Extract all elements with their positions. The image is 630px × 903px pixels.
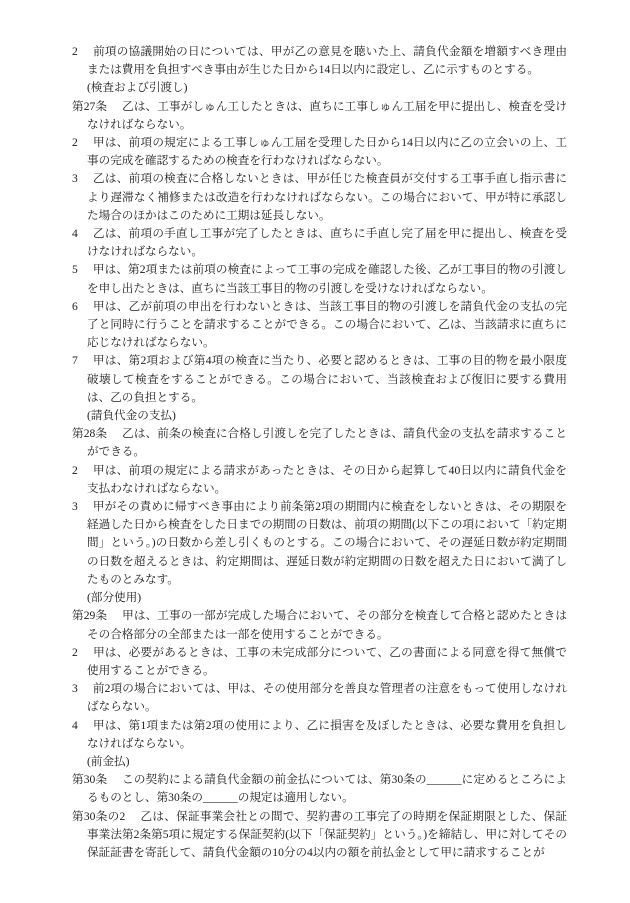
clause-heading: [72, 407, 567, 425]
paragraph-number: 5: [72, 263, 78, 277]
numbered-item-paragraph: [72, 43, 567, 79]
paragraph-number: 3: [72, 172, 78, 186]
paragraph-text: 甲は、工事の一部が完成した場合において、その部分を検査して合格と認めたときはその合格部分の全部または一部を使用することができる。: [87, 609, 567, 641]
paragraph-number: 第29条: [72, 609, 108, 623]
clause-heading: [72, 589, 567, 607]
paragraph-number: 2: [72, 136, 78, 150]
paragraph-text: 乙は、保証事業会社との間で、契約書の工事完了の時期を保証期限とした、保証事業法第2条第5項に規定する保証契約(以下「保証契約」という。)を締結し、甲に対してその保証証書を寄託して、請負代金額の10分の4以内の額を前払金として甲に請求することが: [87, 809, 567, 859]
clause-heading-text: (検査および引渡し): [87, 81, 188, 95]
paragraph-number: 第28条: [72, 427, 108, 441]
numbered-item-paragraph: [72, 644, 567, 680]
numbered-item-paragraph: [72, 352, 567, 407]
article-paragraph: [72, 771, 567, 807]
paragraph-text: この契約による請負代金額の前金払については、第30条の______に定めるところによるものとし、第30条の______の規定は適用しない。: [87, 773, 567, 805]
paragraph-text: 乙は、前項の検査に合格しないときは、甲が任じた検査員が交付する工事手直し指示書により遅滞なく補修または改造を行わなければならない。この場合において、甲が特に承認した場合のほかはこのために工期は延長しない。: [87, 172, 567, 222]
paragraph-number: 第30条の2: [72, 809, 126, 823]
numbered-item-paragraph: [72, 170, 567, 225]
article-paragraph: [72, 607, 567, 643]
paragraph-text: 乙は、前条の検査に合格し引渡しを完了したときは、請負代金の支払を請求することができる。: [87, 427, 567, 459]
clause-heading: [72, 753, 567, 771]
clause-heading-text: (部分使用): [87, 591, 142, 605]
clause-heading: [72, 79, 567, 97]
paragraph-text: 甲は、必要があるときは、工事の未完成部分について、乙の書面による同意を得て無償で使用することができる。: [87, 645, 567, 677]
numbered-item-paragraph: [72, 462, 567, 498]
paragraph-number: 第30条: [72, 773, 108, 787]
clause-heading-text: (前金払): [87, 754, 130, 768]
paragraph-number: 2: [72, 45, 78, 58]
paragraph-text: 乙は、工事がしゅん工したときは、直ちに工事しゅん工届を甲に提出し、検査を受けなければならない。: [87, 99, 567, 131]
numbered-item-paragraph: [72, 261, 567, 297]
numbered-item-paragraph: [72, 225, 567, 261]
paragraph-number: 7: [72, 354, 78, 368]
paragraph-number: 2: [72, 463, 78, 477]
paragraph-text: 前項の協議開始の日については、甲が乙の意見を聴いた上、請負代金額を増額すべき理由または費用を負担すべき事由が生じた日から14日以内に設定し、乙に示すものとする。: [87, 45, 567, 77]
clause-heading-text: (請負代金の支払): [87, 409, 176, 423]
paragraph-text: 乙は、前項の手直し工事が完了したときは、直ちに手直し完了届を甲に提出し、検査を受けなければならない。: [87, 227, 567, 259]
numbered-item-paragraph: [72, 717, 567, 753]
paragraph-number: 3: [72, 682, 78, 696]
numbered-item-paragraph: [72, 298, 567, 353]
paragraph-text: 甲は、前項の規定による工事しゅん工届を受理した日から14日以内に乙の立会いの上、工事の完成を確認するための検査を行わなければならない。: [87, 136, 567, 168]
paragraph-text: 甲は、第2項および第4項の検査に当たり、必要と認めるときは、工事の目的物を最小限度破壊して検査をすることができる。この場合において、当該検査および復旧に要する費用は、乙の負担とする。: [87, 354, 567, 404]
numbered-item-paragraph: [72, 134, 567, 170]
article-paragraph: [72, 98, 567, 134]
paragraph-number: 3: [72, 500, 78, 514]
paragraph-number: 第27条: [72, 99, 108, 113]
paragraph-text: 甲は、第1項または第2項の使用により、乙に損害を及ぼしたときは、必要な費用を負担しなければならない。: [87, 718, 567, 750]
paragraph-text: 甲は、前項の規定による請求があったときは、その日から起算して40日以内に請負代金を支払わなければならない。: [87, 463, 567, 495]
paragraph-text: 甲は、第2項または前項の検査によって工事の完成を確認した後、乙が工事目的物の引渡しを申し出たときは、直ちに当該工事目的物の引渡しを受けなければならない。: [87, 263, 567, 295]
paragraph-text: 甲がその責めに帰すべき事由により前条第2項の期間内に検査をしないときは、その期限を経過した日から検査をした日までの期間の日数は、前項の期間(以下この項において「約定期間」という。)の日数から差し引くものとする。この場合において、その遅延日数が約定期間の日数を超えるときは、約定期間は、遅延日数が約定期間の日数を超えた日において満了したものとみなす。: [87, 500, 567, 586]
paragraph-number: 2: [72, 645, 78, 659]
paragraph-number: 6: [72, 299, 78, 313]
numbered-item-paragraph: [72, 680, 567, 716]
article-paragraph: [72, 808, 567, 863]
contract-text-body: [72, 43, 567, 862]
numbered-item-paragraph: [72, 498, 567, 589]
paragraph-number: 4: [72, 227, 78, 241]
article-paragraph: [72, 425, 567, 461]
paragraph-text: 前2項の場合においては、甲は、その使用部分を善良な管理者の注意をもって使用しなければならない。: [87, 682, 567, 714]
paragraph-number: 4: [72, 718, 78, 732]
paragraph-text: 甲は、乙が前項の申出を行わないときは、当該工事目的物の引渡しを請負代金の支払の完了と同時に行うことを請求することができる。この場合において、乙は、当該請求に直ちに応じなければならない。: [87, 299, 567, 350]
